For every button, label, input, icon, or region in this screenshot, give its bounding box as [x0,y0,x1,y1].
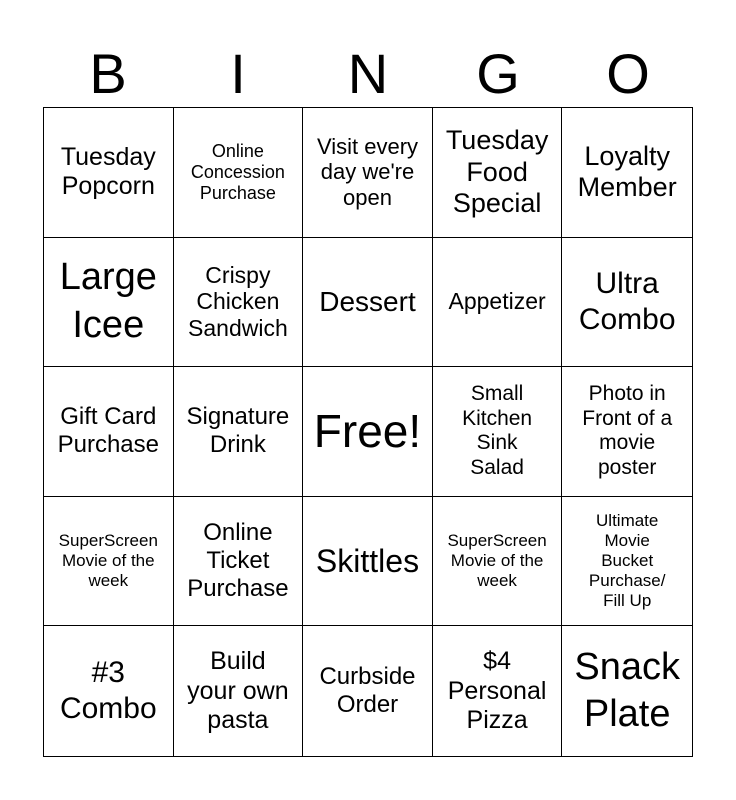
bingo-cell[interactable]: Build your own pasta [174,626,304,756]
bingo-header [43,40,693,108]
bingo-cell[interactable]: Gift Card Purchase [44,367,174,497]
header-letter-i: I [230,42,246,105]
header-letter-g: G [476,42,520,105]
bingo-grid [43,107,693,757]
bingo-cell[interactable]: Snack Plate [574,645,680,736]
bingo-cell[interactable]: Large Icee [44,238,174,368]
bingo-cell[interactable]: Online Concession Purchase [174,108,304,238]
bingo-cell[interactable]: Crispy Chicken Sandwich [174,238,304,368]
bingo-cell[interactable]: $4 Personal Pizza [433,626,563,756]
bingo-cell[interactable]: #3 Combo [44,626,174,756]
bingo-cell[interactable]: Skittles [303,497,433,627]
bingo-cell[interactable]: Ultimate Movie Bucket Purchase/ Fill Up [562,497,692,627]
bingo-cell[interactable]: Signature Drink [174,367,304,497]
bingo-cell[interactable]: Visit every day we're open [303,108,433,238]
header-letter-b: B [89,42,127,105]
bingo-cell[interactable]: SuperScreen Movie of the week [433,497,563,627]
bingo-cell[interactable]: Loyalty Member [562,108,692,238]
bingo-cell[interactable]: Small Kitchen Sink Salad [433,367,563,497]
header-letter-o: O [606,42,650,105]
bingo-cell[interactable]: Online Ticket Purchase [174,497,304,627]
bingo-cell[interactable]: Ultra Combo [562,238,692,368]
bingo-cell[interactable]: Tuesday Food Special [433,108,563,238]
bingo-cell[interactable]: Dessert [303,238,433,368]
bingo-cell[interactable]: Appetizer [433,238,563,368]
free-space-cell[interactable]: Free! [303,367,433,497]
bingo-cell[interactable]: Photo in Front of a movie poster [562,367,692,497]
bingo-cell[interactable]: Curbside Order [303,626,433,756]
header-letter-n: N [347,42,389,105]
bingo-cell[interactable]: Tuesday Popcorn [44,108,174,238]
bingo-cell[interactable]: SuperScreen Movie of the week [44,497,174,627]
